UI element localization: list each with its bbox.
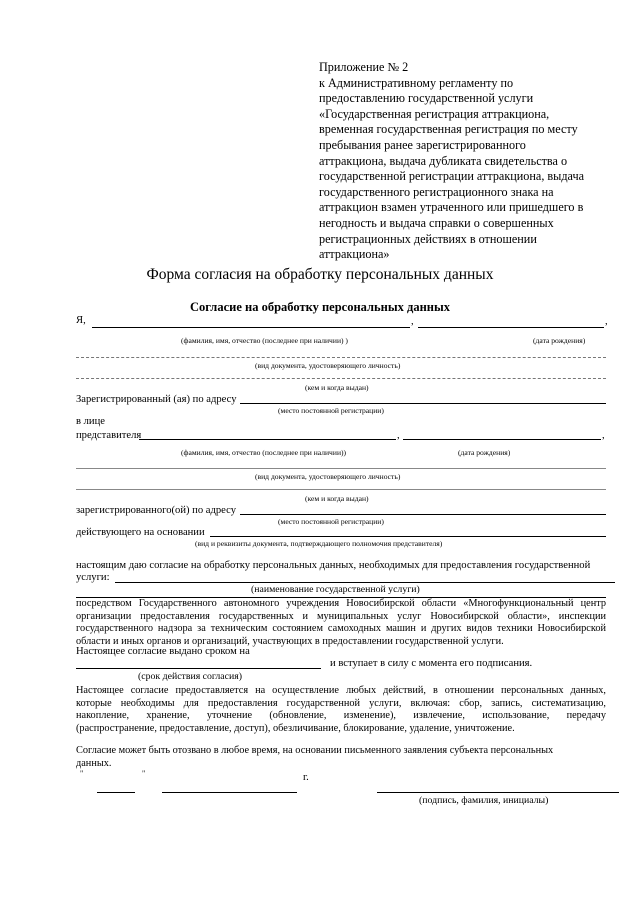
applicant-fio-caption: (фамилия, имя, отчество (последнее при наличии) ) — [181, 336, 348, 345]
applicant-fio-field[interactable] — [92, 327, 410, 328]
representative-label: представителя — [76, 430, 142, 441]
representative-address-label: зарегистрированного(ой) по адресу — [76, 505, 236, 516]
appendix-line: пребывания ранее зарегистрированного — [319, 137, 526, 152]
paragraph-line: области и иных органов и организаций, участвующих в предоставлении государственной услуги. — [76, 635, 504, 647]
appendix-line: предоставлению государственной услуги — [319, 91, 534, 106]
comma: , — [602, 430, 605, 441]
service-name-field[interactable] — [115, 582, 615, 583]
paragraph-line: данных. — [76, 757, 112, 769]
quote-open: " — [80, 769, 84, 778]
signature-day-field[interactable] — [97, 792, 135, 793]
applicant-address-caption: (место постоянной регистрации) — [278, 406, 384, 415]
paragraph-line: государственного надзора за техническим состоянием самоходных машин и других видов техники Новосибирской — [76, 623, 606, 635]
representative-fio-field[interactable] — [139, 439, 396, 440]
quote-close: " — [142, 769, 146, 778]
paragraph-line: Настоящее согласие предоставляется на осуществление любых действий, в отношении персональных данных, — [76, 685, 606, 696]
representative-issued-field[interactable] — [76, 489, 606, 490]
comma: , — [605, 316, 608, 327]
appendix-line: аттракциона, выдача дубликата свидетельства о — [319, 153, 568, 168]
representative-document-field[interactable] — [76, 468, 606, 469]
appendix-line: государственной регистрации аттракциона, выдача — [319, 169, 585, 184]
representative-in-person: в лице — [76, 416, 105, 427]
appendix-line: «Государственная регистрация аттракциона, — [319, 106, 550, 121]
applicant-issued-field[interactable] — [76, 378, 606, 379]
paragraph-line: которые необходимы для предоставления государственной услуги, включая: сбор, запись, систематизацию, — [76, 697, 606, 709]
comma: , — [397, 430, 400, 441]
form-title: Форма согласия на обработку персональных данных — [146, 266, 494, 283]
signature-month-field[interactable] — [162, 792, 297, 793]
representative-basis-field[interactable] — [210, 536, 606, 537]
processing-paragraph — [76, 598, 606, 648]
paragraph-line: Согласие может быть отозвано в любое время, на основании письменного заявления субъекта персональных — [76, 745, 554, 756]
applicant-document-field[interactable] — [76, 357, 606, 358]
applicant-dob-caption: (дата рождения) — [533, 336, 586, 345]
consent-line: настоящим даю согласие на обработку персональных данных, необходимых для предоставления государственной — [76, 560, 591, 571]
applicant-document-caption: (вид документа, удостоверяющего личность) — [255, 361, 401, 370]
applicant-issued-caption: (кем и когда выдан) — [305, 383, 369, 392]
comma: , — [411, 316, 414, 327]
appendix-line: временная государственная регистрация по месту — [319, 122, 578, 137]
appendix-line: негодность и выдача справки о совершенных — [319, 215, 554, 230]
revoke-paragraph — [76, 745, 606, 770]
representative-basis-label: действующего на основании — [76, 527, 205, 538]
appendix-line: аттракцион взамен утраченного или пришедшего в — [319, 200, 584, 215]
appendix-line: Приложение № 2 — [319, 60, 409, 74]
consent-line: услуги: — [76, 572, 110, 583]
paragraph-line: посредством Государственного автономного учреждения Новосибирской области «Многофункциональный центр — [76, 598, 606, 609]
applicant-dob-field[interactable] — [418, 327, 604, 328]
representative-fio-caption: (фамилия, имя, отчество (последнее при наличии)) — [181, 448, 347, 457]
appendix-line: аттракциона» — [319, 247, 390, 262]
appendix-header — [319, 60, 609, 263]
term-caption: (срок действия согласия) — [138, 671, 243, 682]
applicant-prefix: Я, — [76, 315, 86, 326]
paragraph-line: организации предоставления государственных и муниципальных услуг Новосибирской области», инспекции — [76, 610, 606, 622]
term-suffix: и вступает в силу с момента его подписания. — [330, 658, 533, 669]
service-name-caption: (наименование государственной услуги) — [251, 584, 420, 595]
representative-dob-caption: (дата рождения) — [458, 448, 511, 457]
appendix-line: к Административному регламенту по — [319, 75, 514, 90]
paragraph-line: (распространение, предоставление, доступ), обезличивание, блокирование, удаление, уничтожение. — [76, 722, 515, 734]
term-field[interactable] — [76, 668, 321, 669]
representative-issued-caption: (кем и когда выдан) — [305, 494, 369, 503]
signature-field[interactable] — [377, 792, 619, 793]
applicant-address-field[interactable] — [240, 403, 606, 404]
appendix-line: регистрационных действиях в отношении — [319, 231, 537, 246]
representative-address-caption: (место постоянной регистрации) — [278, 517, 384, 526]
year-suffix: г. — [303, 772, 309, 783]
signature-caption: (подпись, фамилия, инициалы) — [419, 795, 549, 806]
consent-title: Согласие на обработку персональных данных — [189, 300, 450, 314]
representative-address-field[interactable] — [240, 514, 606, 515]
representative-basis-caption: (вид и реквизиты документа, подтверждающего полномочия представителя) — [195, 539, 443, 548]
paragraph-line: накопление, хранение, уточнение (обновление, изменение), извлечение, использование, передачу — [76, 710, 606, 722]
term-label: Настоящее согласие выдано сроком на — [76, 646, 250, 657]
applicant-address-label: Зарегистрированный (ая) по адресу — [76, 394, 237, 405]
appendix-line: государственного регистрационного знака на — [319, 184, 554, 199]
actions-paragraph — [76, 685, 606, 735]
representative-document-caption: (вид документа, удостоверяющего личность) — [255, 472, 401, 481]
representative-dob-field[interactable] — [403, 439, 601, 440]
